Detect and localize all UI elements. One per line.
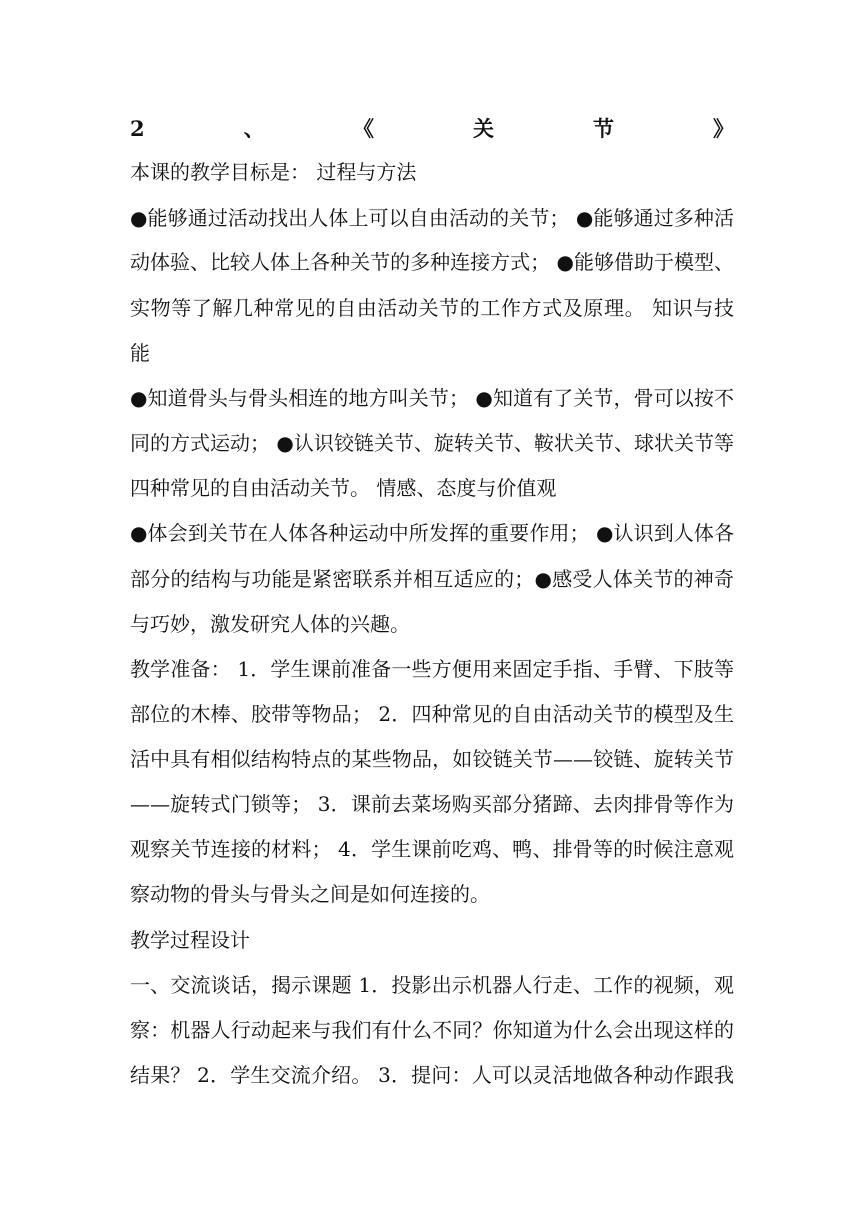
paragraph-line: 部分的结构与功能是紧密联系并相互适应的；●感受人体关节的神奇 bbox=[130, 567, 734, 591]
paragraph-line: 动体验、比较人体上各种关节的多种连接方式； ●能够借助于模型、 bbox=[130, 250, 734, 274]
paragraph-line: 部位的木棒、胶带等物品； 2．四种常见的自由活动关节的模型及生 bbox=[130, 702, 734, 726]
lesson-title: 2、《关节》 bbox=[130, 116, 734, 141]
paragraph-line: 同的方式运动； ●认识铰链关节、旋转关节、鞍状关节、球状关节等 bbox=[130, 431, 734, 455]
paragraph-line: 一、交流谈话，揭示课题 1．投影出示机器人行走、工作的视频，观 bbox=[130, 973, 734, 997]
paragraph-line: 察：机器人行动起来与我们有什么不同？你知道为什么会出现这样的 bbox=[130, 1018, 734, 1042]
paragraph-line: 实物等了解几种常见的自由活动关节的工作方式及原理。 知识与技 bbox=[130, 296, 734, 320]
paragraph-line: 四种常见的自由活动关节。 情感、态度与价值观 bbox=[130, 476, 557, 500]
paragraph-line: 与巧妙，激发研究人体的兴趣。 bbox=[130, 612, 410, 636]
paragraph-line: ●体会到关节在人体各种运动中所发挥的重要作用； ●认识到人体各 bbox=[130, 521, 734, 545]
paragraph-line: 结果？ 2．学生交流介绍。 3．提问：人可以灵活地做各种动作跟我 bbox=[130, 1063, 734, 1087]
paragraph-line: 察动物的骨头与骨头之间是如何连接的。 bbox=[130, 882, 490, 906]
paragraph-line: ●能够通过活动找出人体上可以自由活动的关节； ●能够通过多种活 bbox=[130, 206, 734, 230]
section-heading: 教学过程设计 bbox=[130, 928, 250, 952]
paragraph-line: 观察关节连接的材料； 4．学生课前吃鸡、鸭、排骨等的时候注意观 bbox=[130, 837, 734, 861]
paragraph-line: 活中具有相似结构特点的某些物品，如铰链关节——铰链、旋转关节 bbox=[130, 747, 734, 771]
paragraph-line: 教学准备： 1．学生课前准备一些方便用来固定手指、手臂、下肢等 bbox=[130, 657, 734, 681]
paragraph-line: ●知道骨头与骨头相连的地方叫关节； ●知道有了关节，骨可以按不 bbox=[130, 386, 734, 410]
paragraph-line: 能 bbox=[130, 341, 150, 365]
paragraph-line: 本课的教学目标是： 过程与方法 bbox=[130, 160, 417, 184]
paragraph-line: ——旋转式门锁等； 3．课前去菜场购买部分猪蹄、去肉排骨等作为 bbox=[130, 792, 734, 816]
